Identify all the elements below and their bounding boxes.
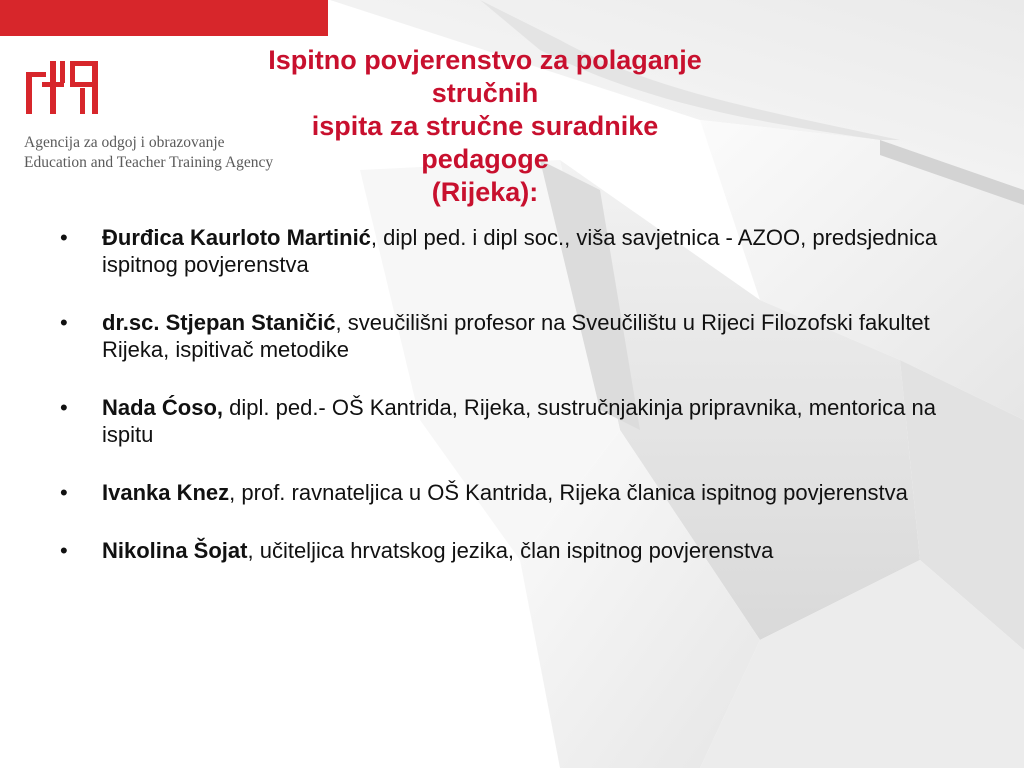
header-red-bar — [0, 0, 328, 36]
agency-name — [24, 133, 273, 173]
bullet-icon: • — [60, 310, 68, 335]
member-details: , učiteljica hrvatskog jezika, član ispitnog povjerenstva — [247, 538, 774, 563]
agency-name-hr: Agencija za odgoj i obrazovanje — [24, 134, 225, 151]
agency-logo-icon — [24, 58, 100, 116]
bullet-icon: • — [60, 395, 68, 420]
member-details: dipl. ped.- OŠ Kantrida, Rijeka, sustručnjakinja pripravnika, mentorica na ispitu — [102, 395, 936, 447]
list-item — [58, 537, 963, 564]
member-name: dr.sc. Stjepan Staničić — [102, 310, 336, 335]
bullet-icon: • — [60, 225, 68, 250]
slide-title-line-3: (Rijeka): — [431, 177, 539, 207]
bullet-icon: • — [60, 538, 68, 563]
member-details: , prof. ravnateljica u OŠ Kantrida, Rijeka članica ispitnog povjerenstva — [229, 480, 908, 505]
committee-member-list — [58, 224, 963, 595]
list-item — [58, 224, 963, 278]
list-item — [58, 309, 963, 363]
slide-title-line-2: ispita za stručne suradnike pedagoge — [311, 111, 659, 174]
member-name: Nada Ćoso, — [102, 395, 224, 420]
agency-name-en: Education and Teacher Training Agency — [24, 154, 274, 171]
member-name: Ivanka Knez — [102, 480, 230, 505]
member-details: , dipl ped. i dipl soc., viša savjetnica - AZOO, predsjednica ispitnog povjerenstva — [102, 225, 938, 277]
list-item — [58, 394, 963, 448]
member-name: Nikolina Šojat — [102, 538, 248, 563]
member-details: , sveučilišni profesor na Sveučilištu u Rijeci Filozofski fakultet Rijeka, ispitivač metodike — [102, 310, 930, 362]
slide-title-line-1: Ispitno povjerenstvo za polaganje stručnih — [268, 45, 702, 108]
bullet-icon: • — [60, 480, 68, 505]
member-name: Đurđica Kaurloto Martinić — [102, 225, 371, 250]
list-item — [58, 479, 963, 506]
slide-title — [250, 44, 720, 209]
